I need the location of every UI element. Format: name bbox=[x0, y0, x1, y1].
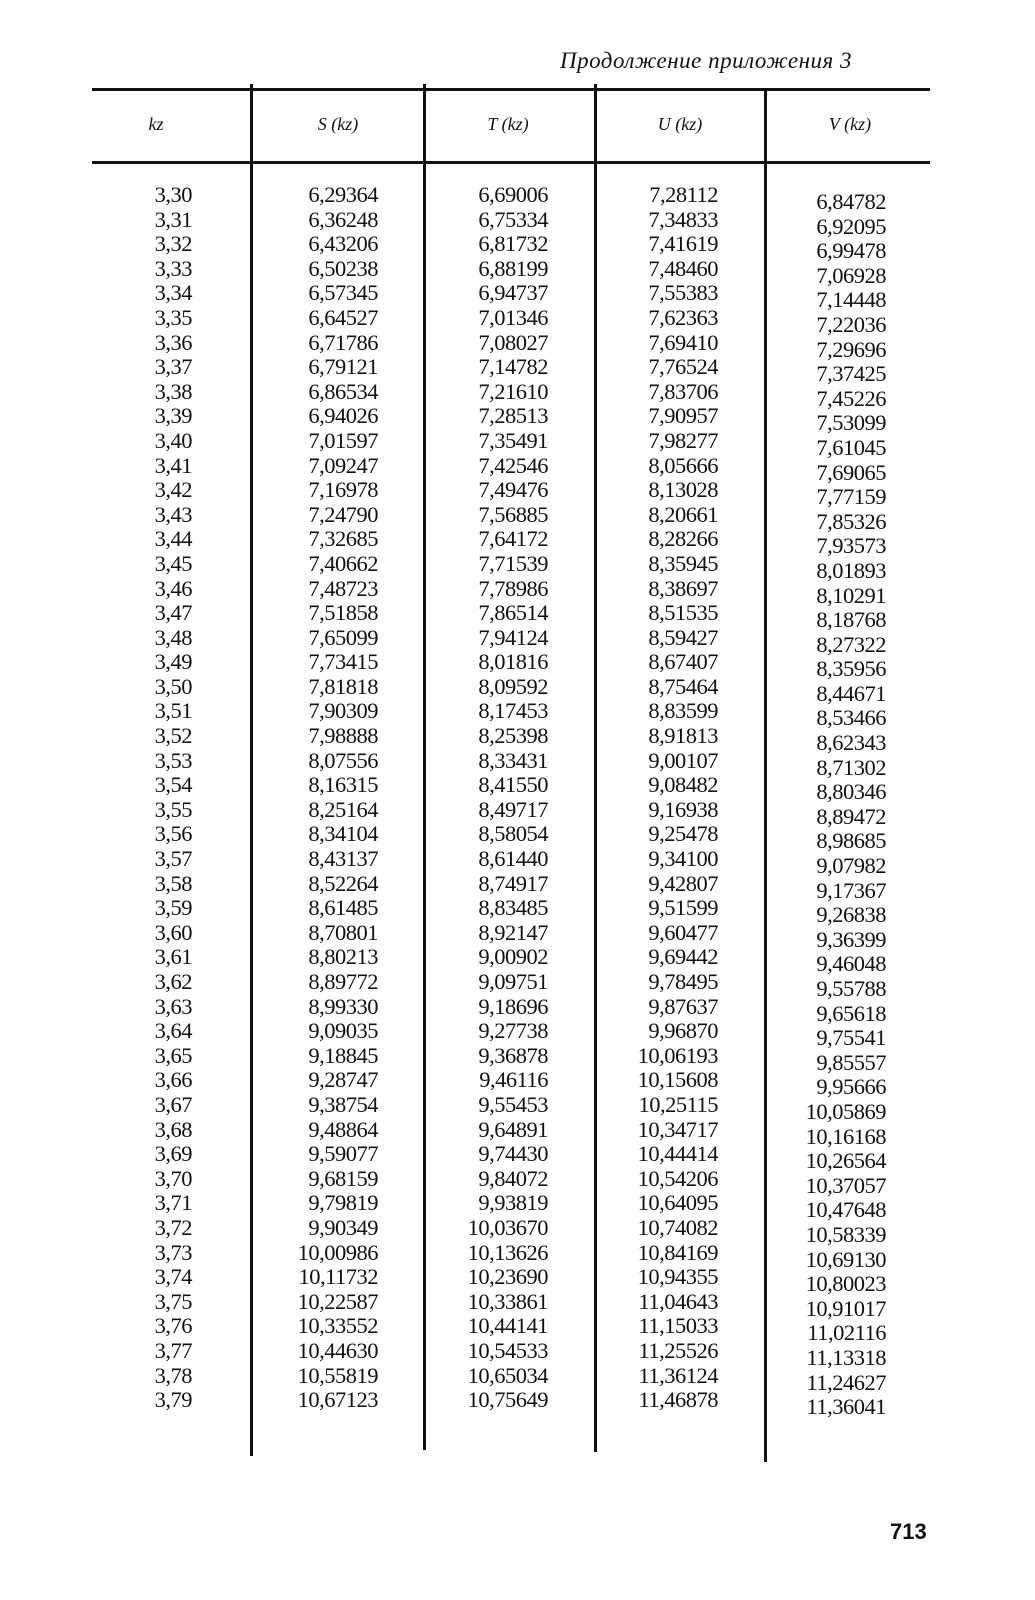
table-cell: 8,99330 bbox=[308, 993, 378, 1019]
table-cell: 7,78986 bbox=[478, 575, 548, 601]
table-cell: 7,94124 bbox=[478, 624, 548, 650]
table-cell: 7,73415 bbox=[308, 649, 378, 675]
table-cell: 7,32685 bbox=[308, 526, 378, 552]
table-cell: 10,67123 bbox=[297, 1387, 378, 1413]
table-cell: 9,84072 bbox=[478, 1165, 548, 1191]
table-cell: 10,13626 bbox=[467, 1239, 548, 1265]
table-cell: 6,86534 bbox=[308, 378, 378, 404]
column-header-t: T (kz) bbox=[487, 114, 529, 134]
table-cell: 10,47648 bbox=[805, 1197, 886, 1223]
table-cell: 7,48460 bbox=[648, 255, 718, 281]
table-cell: 10,33552 bbox=[297, 1313, 378, 1339]
table-cell: 10,74082 bbox=[637, 1214, 718, 1240]
table-cell: 7,90957 bbox=[648, 403, 718, 429]
table-cell: 8,59427 bbox=[648, 624, 718, 650]
table-cell: 3,75 bbox=[154, 1288, 192, 1314]
table-cell: 8,35956 bbox=[816, 656, 886, 682]
table-cell: 10,22587 bbox=[297, 1288, 378, 1314]
table-cell: 7,83706 bbox=[648, 378, 718, 404]
table-cell: 7,56885 bbox=[478, 501, 548, 527]
table-cell: 3,55 bbox=[154, 796, 192, 822]
table-cell: 7,28112 bbox=[649, 182, 718, 207]
table-cell: 9,64891 bbox=[478, 1116, 548, 1142]
table-cell: 8,92147 bbox=[478, 919, 548, 945]
table-cell: 9,34100 bbox=[648, 846, 718, 872]
table-cell: 10,44141 bbox=[467, 1313, 548, 1339]
table-cell: 9,09751 bbox=[478, 969, 548, 994]
column-divider-2 bbox=[423, 84, 426, 1450]
table-cell: 9,51599 bbox=[648, 895, 718, 921]
table-cell: 10,54533 bbox=[467, 1337, 548, 1363]
column-header-v: V (kz) bbox=[828, 114, 872, 134]
table-cell: 9,09035 bbox=[308, 1018, 378, 1044]
table-cell: 7,77159 bbox=[816, 484, 886, 510]
table-cell: 10,80023 bbox=[805, 1271, 886, 1297]
table-cell: 8,53466 bbox=[816, 705, 886, 731]
table-cell: 3,69 bbox=[154, 1141, 192, 1167]
table-cell: 9,90349 bbox=[308, 1214, 378, 1240]
table-cell: 3,56 bbox=[154, 821, 192, 847]
table-cell: 3,47 bbox=[154, 600, 192, 626]
table-cell: 8,05666 bbox=[648, 452, 718, 478]
table-cell: 10,94355 bbox=[637, 1264, 718, 1290]
table-cell: 11,13318 bbox=[806, 1344, 886, 1370]
table-cell: 6,81732 bbox=[478, 231, 548, 257]
table-cell: 7,34833 bbox=[648, 206, 718, 232]
table-cell: 9,36878 bbox=[478, 1042, 548, 1068]
table-cell: 10,44414 bbox=[637, 1141, 718, 1167]
table-cell: 3,37 bbox=[154, 354, 192, 380]
column-divider-3 bbox=[594, 84, 597, 1452]
table-cell: 7,35491 bbox=[478, 427, 548, 453]
table-cell: 10,33861 bbox=[467, 1288, 548, 1314]
table-cell: 7,98277 bbox=[648, 427, 718, 453]
table-cell: 3,66 bbox=[154, 1067, 192, 1093]
table-cell: 9,28747 bbox=[308, 1067, 378, 1093]
table-cell: 3,68 bbox=[154, 1116, 192, 1142]
table-cell: 3,42 bbox=[154, 477, 192, 503]
table-cell: 3,53 bbox=[154, 747, 192, 773]
table-cell: 3,39 bbox=[154, 403, 192, 429]
table-cell: 7,55383 bbox=[648, 280, 718, 306]
table-cell: 9,68159 bbox=[308, 1165, 378, 1191]
table-cell: 10,06193 bbox=[637, 1042, 718, 1068]
table-cell: 7,48723 bbox=[308, 575, 378, 601]
table-cell: 9,08482 bbox=[648, 772, 718, 798]
table-cell: 8,44671 bbox=[816, 680, 886, 706]
table-cell: 9,74430 bbox=[478, 1141, 548, 1167]
table-cell: 3,50 bbox=[154, 673, 192, 699]
table-cell: 9,69442 bbox=[648, 944, 718, 970]
top-rule bbox=[92, 88, 930, 91]
table-cell: 9,85557 bbox=[816, 1049, 886, 1075]
table-cell: 7,93573 bbox=[816, 533, 886, 559]
column-t bbox=[440, 183, 548, 1413]
table-cell: 3,76 bbox=[154, 1313, 192, 1339]
table-cell: 6,92095 bbox=[816, 213, 886, 239]
table-cell: 10,23690 bbox=[467, 1264, 548, 1290]
table-cell: 8,20661 bbox=[648, 501, 718, 527]
table-cell: 8,75464 bbox=[648, 673, 718, 699]
table-cell: 8,62343 bbox=[816, 730, 886, 756]
table-cell: 9,26838 bbox=[816, 902, 886, 928]
table-cell: 9,46048 bbox=[816, 951, 886, 977]
table-cell: 7,53099 bbox=[816, 410, 886, 436]
table-cell: 3,34 bbox=[154, 280, 192, 306]
table-cell: 11,04643 bbox=[638, 1288, 718, 1314]
table-cell: 11,25526 bbox=[638, 1337, 718, 1363]
table-cell: 8,13028 bbox=[648, 477, 718, 503]
table-cell: 7,28513 bbox=[478, 403, 548, 429]
table-cell: 6,50238 bbox=[308, 255, 378, 281]
table-cell: 3,71 bbox=[154, 1190, 192, 1216]
table-cell: 7,08027 bbox=[478, 329, 548, 355]
table-cell: 8,58054 bbox=[478, 821, 548, 847]
table-cell: 10,55819 bbox=[297, 1362, 378, 1388]
table-cell: 6,79121 bbox=[308, 354, 378, 380]
table-cell: 8,16315 bbox=[308, 772, 378, 798]
table-cell: 8,91813 bbox=[648, 723, 718, 749]
table-cell: 3,45 bbox=[154, 550, 192, 576]
table-cell: 3,36 bbox=[154, 329, 192, 355]
table-cell: 8,34104 bbox=[308, 821, 378, 847]
table-cell: 8,49717 bbox=[478, 796, 548, 822]
table-cell: 7,90309 bbox=[308, 698, 378, 724]
table-cell: 3,58 bbox=[154, 870, 192, 896]
table-cell: 6,88199 bbox=[478, 255, 548, 281]
table-cell: 10,75649 bbox=[467, 1387, 548, 1413]
table-cell: 8,71302 bbox=[816, 754, 886, 780]
running-head: Продолжение приложения 3 bbox=[560, 48, 852, 73]
column-divider-1 bbox=[250, 84, 253, 1456]
table-cell: 9,65618 bbox=[816, 1000, 886, 1026]
table-cell: 9,36399 bbox=[816, 926, 886, 952]
table-cell: 8,25164 bbox=[308, 796, 378, 822]
table-cell: 8,80346 bbox=[816, 779, 886, 805]
table-cell: 7,86514 bbox=[478, 600, 548, 626]
table-cell: 9,17367 bbox=[816, 877, 886, 903]
table-cell: 8,83485 bbox=[478, 895, 548, 921]
table-cell: 6,94737 bbox=[478, 280, 548, 306]
table-cell: 3,51 bbox=[154, 698, 192, 724]
table-cell: 10,37057 bbox=[805, 1172, 886, 1198]
table-cell: 10,58339 bbox=[805, 1221, 886, 1247]
column-u bbox=[612, 183, 718, 1413]
table-cell: 8,28266 bbox=[648, 526, 718, 552]
table-cell: 10,44630 bbox=[297, 1337, 378, 1363]
table-cell: 8,10291 bbox=[816, 582, 886, 608]
table-cell: 7,01346 bbox=[478, 304, 548, 330]
table-cell: 8,09592 bbox=[478, 673, 548, 699]
table-cell: 7,01597 bbox=[308, 427, 378, 453]
table-cell: 3,61 bbox=[154, 944, 192, 970]
table-cell: 3,78 bbox=[154, 1362, 192, 1388]
table-cell: 3,44 bbox=[154, 526, 192, 552]
table-cell: 7,16978 bbox=[308, 477, 378, 503]
table-cell: 7,29696 bbox=[816, 336, 886, 362]
table-cell: 9,75541 bbox=[816, 1025, 886, 1051]
table-cell: 9,95666 bbox=[816, 1074, 886, 1100]
table-cell: 3,54 bbox=[154, 772, 192, 798]
table-cell: 6,36248 bbox=[308, 206, 378, 232]
table-cell: 6,84782 bbox=[816, 189, 886, 214]
table-cell: 6,29364 bbox=[308, 182, 378, 207]
table-cell: 3,63 bbox=[154, 993, 192, 1019]
table-cell: 10,34717 bbox=[637, 1116, 718, 1142]
table-cell: 10,64095 bbox=[637, 1190, 718, 1216]
table-cell: 7,98888 bbox=[308, 723, 378, 749]
table-cell: 6,57345 bbox=[308, 280, 378, 306]
table-cell: 8,51535 bbox=[648, 600, 718, 626]
table-cell: 3,41 bbox=[154, 452, 192, 478]
table-cell: 9,87637 bbox=[648, 993, 718, 1019]
table-cell: 7,69065 bbox=[816, 459, 886, 485]
table-cell: 9,00902 bbox=[478, 944, 548, 970]
table-cell: 3,32 bbox=[154, 231, 192, 257]
table-cell: 7,61045 bbox=[816, 434, 886, 460]
table-cell: 9,59077 bbox=[308, 1141, 378, 1167]
column-header-u: U (kz) bbox=[657, 114, 703, 134]
table-cell: 8,25398 bbox=[478, 723, 548, 749]
table-cell: 9,27738 bbox=[478, 1018, 548, 1044]
column-s bbox=[270, 183, 378, 1413]
table-cell: 8,33431 bbox=[478, 747, 548, 773]
column-divider-4 bbox=[764, 88, 767, 1462]
table-cell: 8,43137 bbox=[308, 846, 378, 872]
table-cell: 8,74917 bbox=[478, 870, 548, 896]
table-cell: 7,51858 bbox=[308, 600, 378, 626]
table-cell: 9,96870 bbox=[648, 1018, 718, 1044]
table-cell: 8,38697 bbox=[648, 575, 718, 601]
table-cell: 6,69006 bbox=[478, 182, 548, 207]
table-cell: 8,18768 bbox=[816, 607, 886, 633]
table-cell: 11,24627 bbox=[806, 1369, 886, 1395]
table-cell: 3,30 bbox=[154, 182, 192, 207]
table-cell: 11,46878 bbox=[638, 1387, 718, 1413]
table-cell: 7,49476 bbox=[478, 477, 548, 503]
table-cell: 8,67407 bbox=[648, 649, 718, 675]
table-cell: 7,45226 bbox=[816, 385, 886, 411]
column-v bbox=[780, 190, 886, 1420]
table-cell: 6,75334 bbox=[478, 206, 548, 232]
table-cell: 9,55788 bbox=[816, 976, 886, 1001]
table-cell: 6,43206 bbox=[308, 231, 378, 257]
table-cell: 7,06928 bbox=[816, 262, 886, 288]
table-cell: 10,11732 bbox=[298, 1264, 378, 1290]
table-cell: 10,16168 bbox=[805, 1123, 886, 1149]
table-cell: 11,15033 bbox=[638, 1313, 718, 1339]
table-cell: 7,22036 bbox=[816, 311, 886, 337]
table-cell: 9,48864 bbox=[308, 1116, 378, 1142]
table-cell: 3,70 bbox=[154, 1165, 192, 1191]
table-cell: 3,38 bbox=[154, 378, 192, 404]
table-cell: 6,71786 bbox=[308, 329, 378, 355]
table-cell: 8,07556 bbox=[308, 747, 378, 773]
table-cell: 3,67 bbox=[154, 1091, 192, 1117]
table-cell: 7,62363 bbox=[648, 304, 718, 330]
table-cell: 7,37425 bbox=[816, 361, 886, 387]
table-cell: 8,61440 bbox=[478, 846, 548, 872]
table-cell: 10,84169 bbox=[637, 1239, 718, 1265]
table-cell: 7,76524 bbox=[648, 354, 718, 380]
table-cell: 9,18845 bbox=[308, 1042, 378, 1068]
table-cell: 7,85326 bbox=[816, 508, 886, 534]
table-cell: 10,00986 bbox=[297, 1239, 378, 1265]
table-cell: 3,64 bbox=[154, 1018, 192, 1044]
table-cell: 3,49 bbox=[154, 649, 192, 675]
table-cell: 3,35 bbox=[154, 304, 192, 330]
table-cell: 7,14448 bbox=[816, 287, 886, 313]
table-cell: 11,02116 bbox=[807, 1320, 886, 1346]
table-cell: 7,71539 bbox=[478, 550, 548, 576]
column-header-kz: kz bbox=[148, 114, 164, 134]
table-cell: 3,59 bbox=[154, 895, 192, 921]
table-cell: 3,72 bbox=[154, 1214, 192, 1240]
table-cell: 3,62 bbox=[154, 969, 192, 994]
table-cell: 6,64527 bbox=[308, 304, 378, 330]
table-cell: 8,80213 bbox=[308, 944, 378, 970]
table-cell: 7,81818 bbox=[308, 673, 378, 699]
table-cell: 3,40 bbox=[154, 427, 192, 453]
table-cell: 7,21610 bbox=[478, 378, 548, 404]
table-cell: 9,42807 bbox=[648, 870, 718, 896]
table-cell: 10,26564 bbox=[805, 1148, 886, 1174]
table-cell: 8,35945 bbox=[648, 550, 718, 576]
table-cell: 9,78495 bbox=[648, 969, 718, 994]
table-cell: 3,65 bbox=[154, 1042, 192, 1068]
table-cell: 9,18696 bbox=[478, 993, 548, 1019]
page-number: 713 bbox=[890, 1519, 927, 1544]
table-cell: 10,54206 bbox=[637, 1165, 718, 1191]
table-cell: 7,65099 bbox=[308, 624, 378, 650]
table-cell: 11,36124 bbox=[638, 1362, 718, 1388]
table-cell: 6,94026 bbox=[308, 403, 378, 429]
table-cell: 3,74 bbox=[154, 1264, 192, 1290]
table-cell: 8,17453 bbox=[478, 698, 548, 724]
table-cell: 9,38754 bbox=[308, 1091, 378, 1117]
table-cell: 10,69130 bbox=[805, 1246, 886, 1272]
table-cell: 8,01816 bbox=[478, 649, 548, 675]
table-cell: 10,65034 bbox=[467, 1362, 548, 1388]
table-cell: 8,89472 bbox=[816, 803, 886, 829]
table-cell: 8,41550 bbox=[478, 772, 548, 798]
table-cell: 7,09247 bbox=[308, 452, 378, 478]
table-cell: 9,46116 bbox=[479, 1067, 548, 1093]
table-cell: 9,79819 bbox=[308, 1190, 378, 1216]
table-cell: 7,40662 bbox=[308, 550, 378, 576]
table-cell: 7,69410 bbox=[648, 329, 718, 355]
table-cell: 3,57 bbox=[154, 846, 192, 872]
table-cell: 7,64172 bbox=[478, 526, 548, 552]
table-cell: 6,99478 bbox=[816, 238, 886, 264]
table-cell: 8,01893 bbox=[816, 557, 886, 583]
table-cell: 3,43 bbox=[154, 501, 192, 527]
table-cell: 7,41619 bbox=[648, 231, 718, 257]
table-cell: 3,79 bbox=[154, 1387, 192, 1413]
table-cell: 7,24790 bbox=[308, 501, 378, 527]
table-cell: 7,42546 bbox=[478, 452, 548, 478]
table-cell: 10,15608 bbox=[637, 1067, 718, 1093]
table-cell: 11,36041 bbox=[806, 1394, 886, 1420]
table-cell: 10,03670 bbox=[467, 1214, 548, 1240]
table-cell: 7,14782 bbox=[478, 354, 548, 380]
table-cell: 9,16938 bbox=[648, 796, 718, 822]
table-cell: 3,60 bbox=[154, 919, 192, 945]
table-cell: 8,70801 bbox=[308, 919, 378, 945]
table-cell: 9,93819 bbox=[478, 1190, 548, 1216]
table-cell: 3,77 bbox=[154, 1337, 192, 1363]
table-cell: 3,48 bbox=[154, 624, 192, 650]
table-cell: 8,61485 bbox=[308, 895, 378, 921]
table-cell: 9,25478 bbox=[648, 821, 718, 847]
table-cell: 3,33 bbox=[154, 255, 192, 281]
table-cell: 3,31 bbox=[154, 206, 192, 232]
table-cell: 8,98685 bbox=[816, 828, 886, 854]
table-cell: 8,27322 bbox=[816, 631, 886, 657]
table-cell: 9,60477 bbox=[648, 919, 718, 945]
table-cell: 9,00107 bbox=[648, 747, 718, 773]
table-cell: 9,07982 bbox=[816, 853, 886, 879]
column-header-s: S (kz) bbox=[317, 114, 359, 134]
table-cell: 8,83599 bbox=[648, 698, 718, 724]
table-cell: 3,46 bbox=[154, 575, 192, 601]
table-cell: 8,89772 bbox=[308, 969, 378, 994]
table-cell: 3,73 bbox=[154, 1239, 192, 1265]
table-cell: 3,52 bbox=[154, 723, 192, 749]
table-cell: 9,55453 bbox=[478, 1091, 548, 1117]
table-cell: 10,91017 bbox=[805, 1295, 886, 1321]
table-cell: 10,25115 bbox=[638, 1091, 718, 1117]
table-cell: 8,52264 bbox=[308, 870, 378, 896]
table-cell: 10,05869 bbox=[805, 1098, 886, 1124]
header-rule bbox=[92, 161, 930, 164]
column-kz bbox=[112, 183, 192, 1413]
